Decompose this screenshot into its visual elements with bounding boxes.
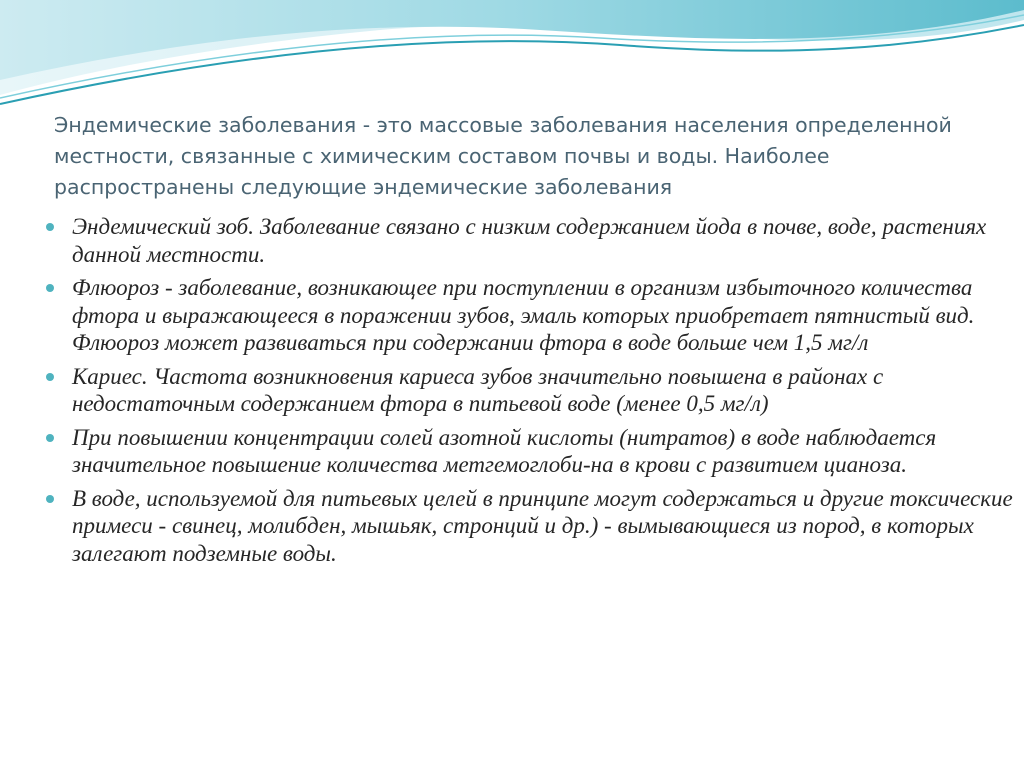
- slide-title: Эндемические заболевания - это массовые заболевания населения определенной местности, связанные с химическим составом почвы и воды. Наиболее распространены следующие эндемические заболевания: [54, 113, 952, 199]
- bullet-item: [42, 363, 1017, 418]
- bullet-dot-icon: [46, 284, 54, 292]
- bullet-item: [42, 274, 1017, 357]
- bullet-text: Кариес. Частота возникновения кариеса зубов значительно повышена в районах с недостаточным содержанием фтора в питьевой воде (менее 0,5 мг/л): [72, 363, 884, 416]
- bullet-item: [42, 485, 1017, 568]
- bullet-list: [42, 213, 1017, 573]
- bullet-item: [42, 213, 1017, 268]
- bullet-dot-icon: [46, 434, 54, 442]
- bullet-item: [42, 424, 1017, 479]
- bullet-text: Эндемический зоб. Заболевание связано с низким содержанием йода в почве, воде, растениях данной местности.: [72, 214, 987, 267]
- bullet-dot-icon: [46, 223, 54, 231]
- bullet-text: В воде, используемой для питьевых целей в принципе могут содержаться и другие токсические примеси - свинец, молибден, мышьяк, стронций и др.) - вымывающиеся из пород, в которых залегают подземные воды.: [72, 485, 1013, 566]
- bullet-text: Флюороз - заболевание, возникающее при поступлении в организм избыточного количества фтора и выражающееся в поражении зубов, эмаль которых приобретает пятнистый вид. Флюороз может развиваться при содержании фтора в воде больше чем 1,5 мг/л: [72, 275, 975, 355]
- wave-header-decoration: [0, 0, 1024, 120]
- bullet-dot-icon: [46, 495, 54, 503]
- bullet-dot-icon: [46, 373, 54, 381]
- bullet-text: При повышении концентрации солей азотной кислоты (нитратов) в воде наблюдается значительное повышение количества метгемоглоби-на в крови с развитием цианоза.: [72, 424, 937, 477]
